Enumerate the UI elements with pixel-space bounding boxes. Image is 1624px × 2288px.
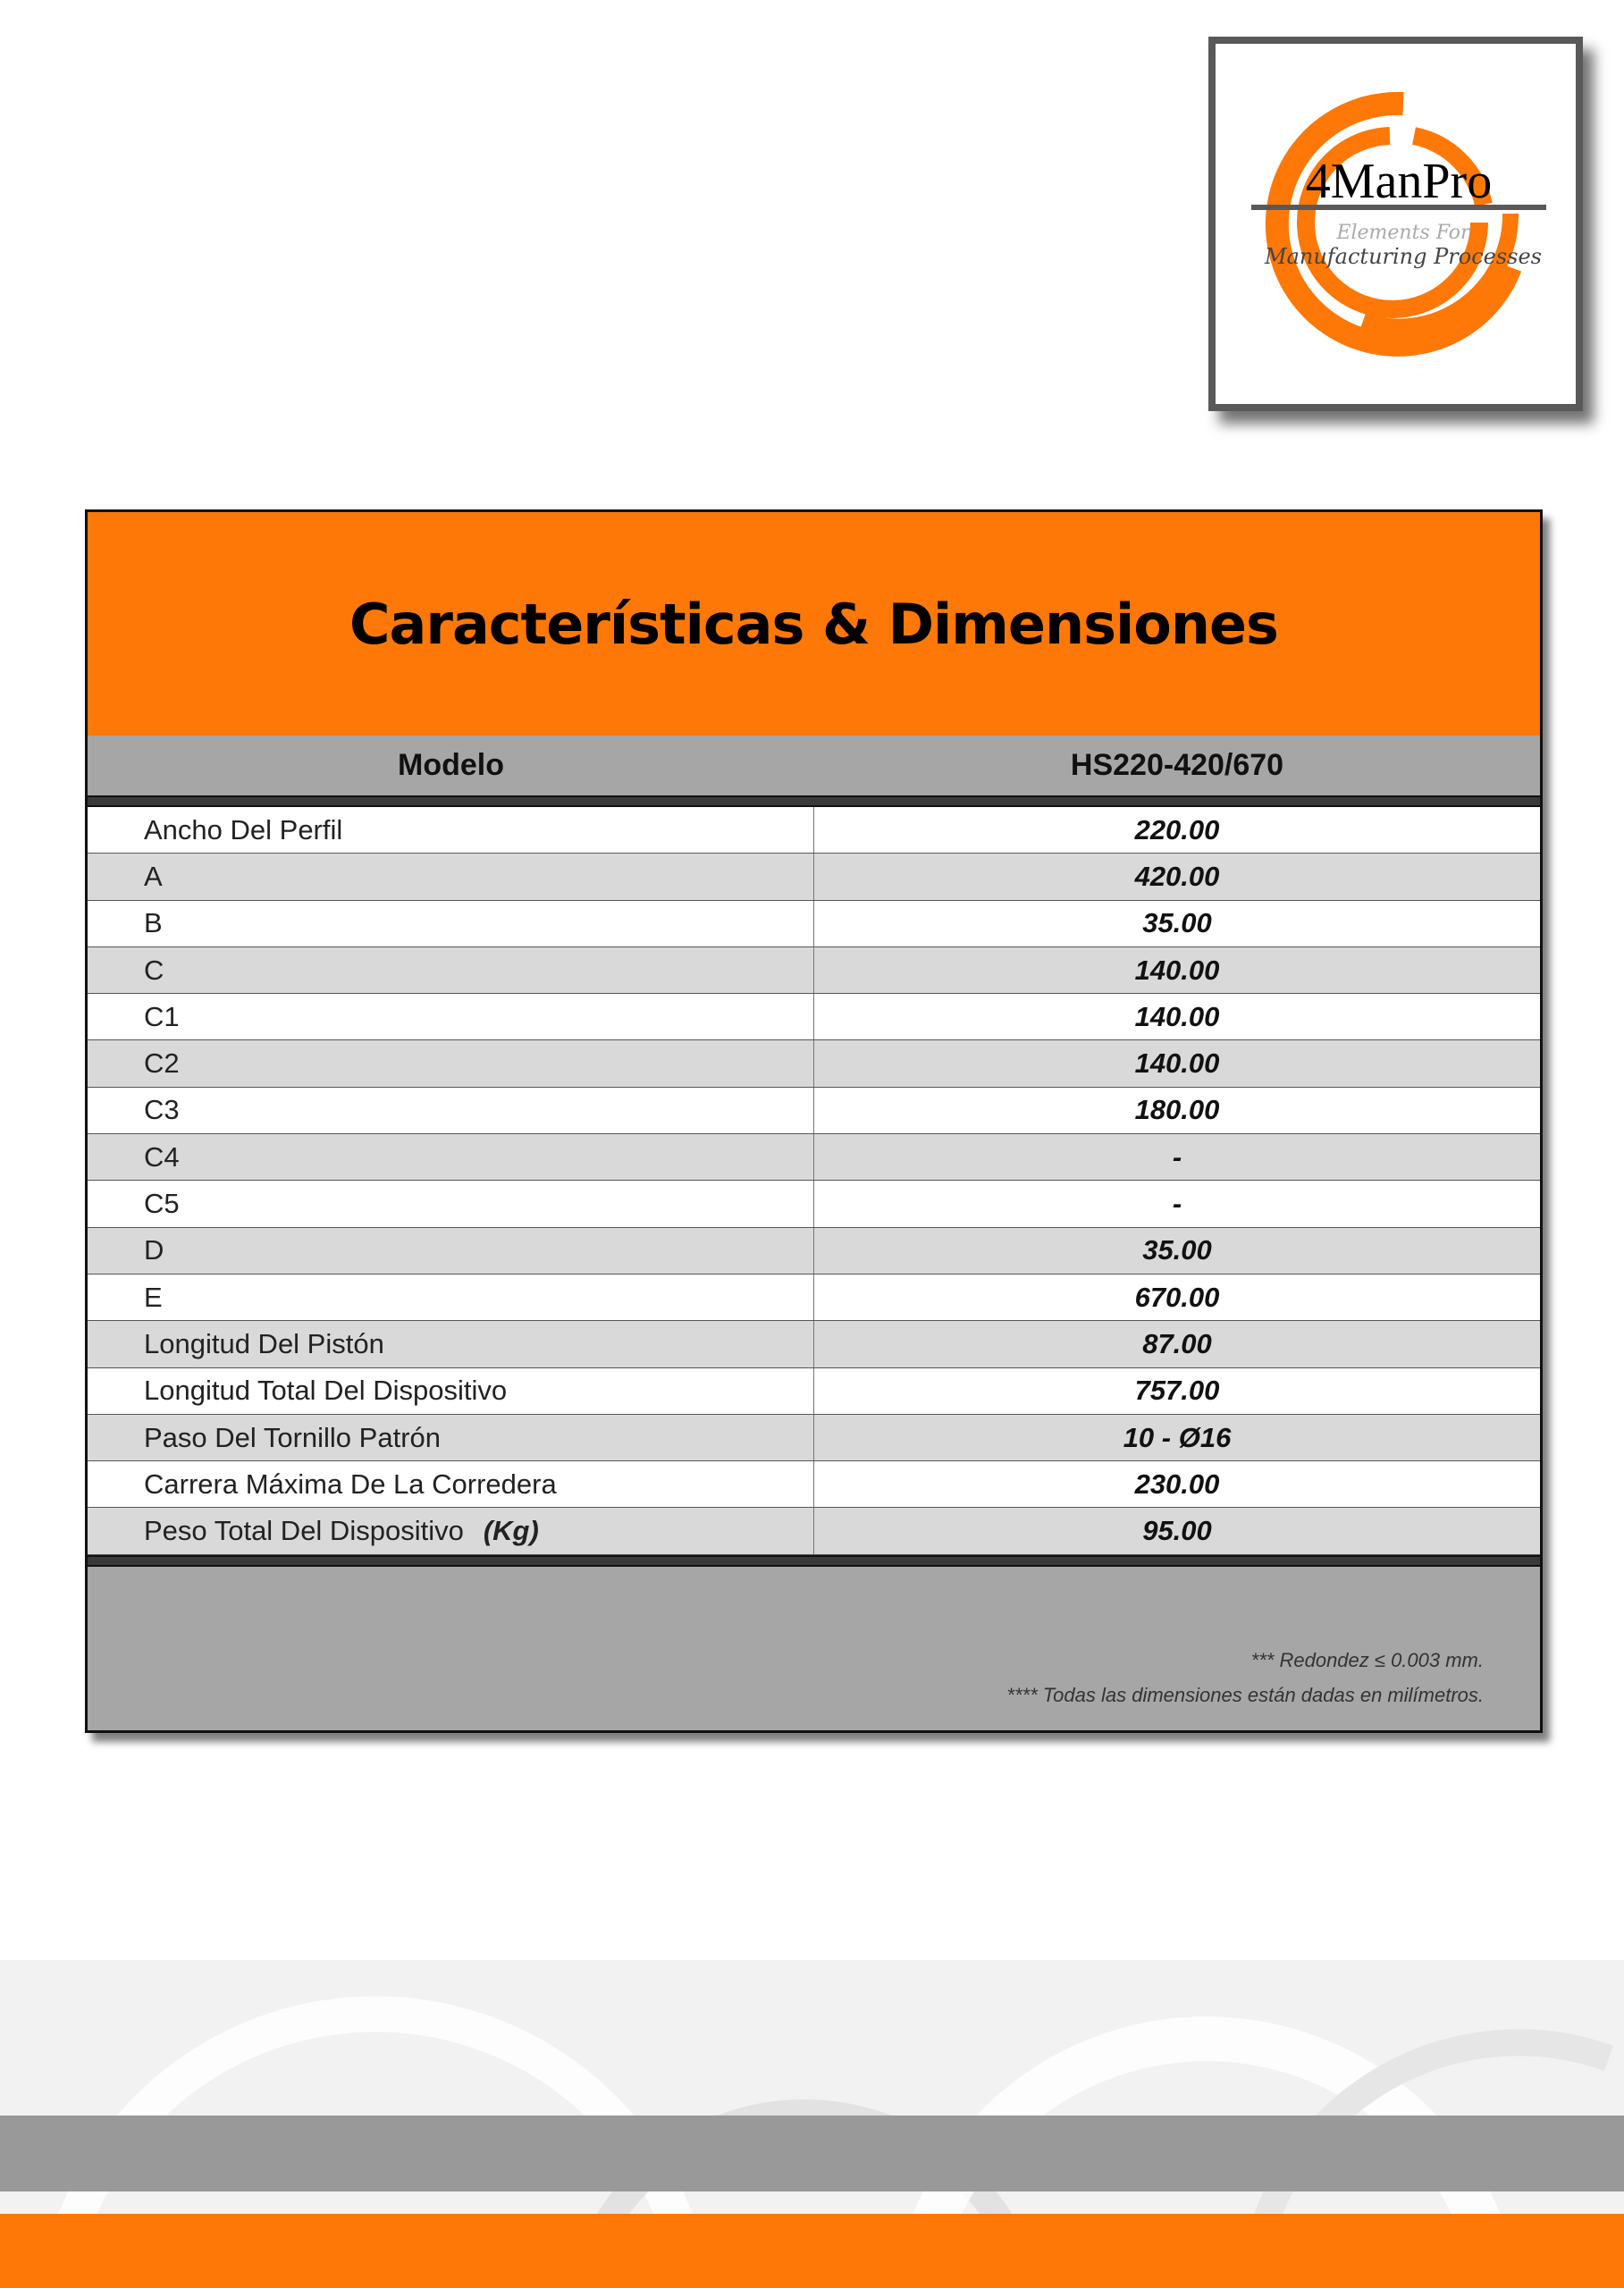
note-roundness: *** Redondez ≤ 0.003 mm. (1250, 1649, 1484, 1671)
header-model: HS220-420/670 (1070, 748, 1284, 782)
logo-rings-icon (1216, 44, 1576, 404)
row-value: 35.00 (1142, 907, 1212, 939)
note-units: **** Todas las dimensiones están dadas en milímetros. (1006, 1684, 1484, 1706)
row-label-text: C5 (144, 1188, 180, 1220)
row-label-text: C (144, 954, 164, 986)
footer-gray-band (0, 2116, 1624, 2191)
logo-tagline-2: Manufacturing Processes (1265, 244, 1542, 269)
row-label-text: Longitud Del Pistón (144, 1327, 384, 1359)
notes-area (88, 1567, 1540, 1730)
row-label-text: C3 (144, 1094, 180, 1126)
row-label-text: A (144, 860, 163, 892)
table-row (88, 1415, 1540, 1461)
header-label: Modelo (398, 748, 504, 782)
row-value: 180.00 (1134, 1094, 1220, 1126)
row-label (88, 1134, 814, 1180)
row-label-text: C4 (144, 1140, 180, 1173)
row-label-text: E (144, 1281, 163, 1313)
divider-bottom (88, 1555, 1540, 1567)
row-label-text: Carrera Máxima De La Corredera (144, 1468, 557, 1500)
table-row (88, 854, 1540, 900)
row-label-text: B (144, 907, 163, 939)
row-value: 95.00 (1142, 1515, 1212, 1547)
row-value: 757.00 (1134, 1375, 1220, 1407)
table-row (88, 947, 1540, 994)
table-row (88, 807, 1540, 854)
row-label (88, 854, 814, 899)
row-label (88, 1274, 814, 1320)
table-row (88, 1274, 1540, 1321)
company-logo (1208, 37, 1583, 411)
row-label (88, 901, 814, 946)
specs-table (85, 509, 1543, 1733)
row-label-text: Paso Del Tornillo Patrón (144, 1421, 441, 1453)
title-band (88, 512, 1540, 736)
row-value: 140.00 (1134, 1047, 1220, 1080)
table-row (88, 1461, 1540, 1508)
row-value: 10 - Ø16 (1123, 1421, 1232, 1453)
row-label (88, 947, 814, 993)
table-row (88, 1181, 1540, 1227)
table-title: Características & Dimensiones (349, 591, 1278, 657)
header-row (88, 736, 1540, 795)
row-label (88, 1181, 814, 1226)
row-label-text: D (144, 1234, 164, 1266)
row-label (88, 1088, 814, 1133)
row-label (88, 1368, 814, 1414)
table-row (88, 1040, 1540, 1087)
row-value: 87.00 (1142, 1327, 1212, 1359)
table-row (88, 1321, 1540, 1367)
row-label (88, 1040, 814, 1086)
divider-top (88, 795, 1540, 807)
table-body (88, 807, 1540, 1555)
row-value: 670.00 (1134, 1281, 1220, 1313)
row-label (88, 1228, 814, 1274)
table-row (88, 1134, 1540, 1181)
row-value: 140.00 (1134, 1000, 1220, 1032)
logo-tagline-1: Elements For (1336, 222, 1470, 244)
row-value: 140.00 (1134, 954, 1220, 986)
table-row (88, 1228, 1540, 1274)
table-row (88, 1368, 1540, 1415)
row-value: 35.00 (1142, 1234, 1212, 1266)
row-label (88, 1461, 814, 1507)
logo-brand: 4ManPro (1305, 154, 1493, 209)
row-label (88, 1321, 814, 1367)
row-label (88, 1508, 814, 1553)
row-label-text: Ancho Del Perfil (144, 813, 343, 845)
row-label-text: Peso Total Del Dispositivo (144, 1515, 464, 1547)
table-row (88, 1088, 1540, 1134)
row-value: 420.00 (1134, 860, 1220, 892)
row-label (88, 994, 814, 1039)
table-row (88, 901, 1540, 947)
row-label-text: Longitud Total Del Dispositivo (144, 1375, 508, 1407)
table-row (88, 1508, 1540, 1554)
row-value: - (1172, 1140, 1182, 1173)
row-value: 230.00 (1134, 1468, 1220, 1500)
table-row (88, 994, 1540, 1040)
row-value: 220.00 (1134, 813, 1220, 845)
row-label-text: C2 (144, 1047, 180, 1080)
row-value: - (1172, 1188, 1182, 1220)
row-label (88, 807, 814, 853)
row-unit: (Kg) (483, 1515, 539, 1547)
row-label-text: C1 (144, 1000, 180, 1032)
row-label (88, 1415, 814, 1460)
footer-orange-band (0, 2214, 1624, 2288)
